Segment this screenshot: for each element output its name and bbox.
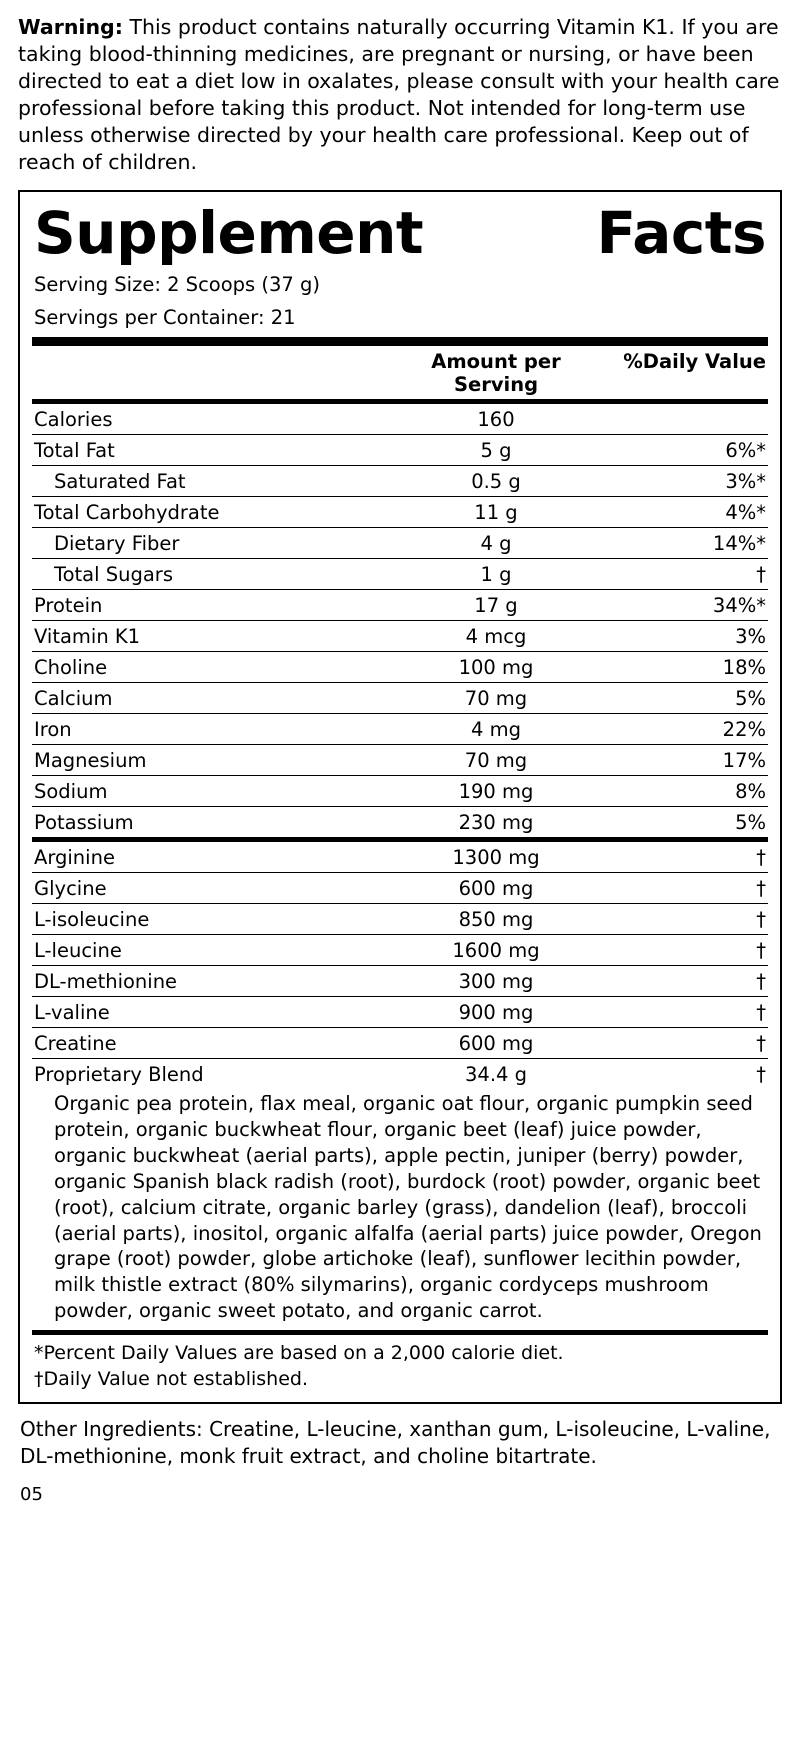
amino-dv: †	[601, 996, 768, 1027]
title-word-facts: Facts	[596, 199, 766, 268]
nutrient-dv: 34%*	[601, 589, 768, 620]
table-row	[32, 713, 768, 744]
nutrient-amount: 190 mg	[391, 775, 601, 806]
nutrition-table-body	[32, 346, 768, 399]
nutrient-amount: 0.5 g	[391, 465, 601, 496]
nutrient-amount: 1 g	[391, 558, 601, 589]
nutrient-amount: 4 g	[391, 527, 601, 558]
table-row	[32, 465, 768, 496]
nutrient-amount: 4 mcg	[391, 620, 601, 651]
table-row	[32, 651, 768, 682]
nutrient-name: Magnesium	[32, 744, 391, 775]
nutrient-name: Iron	[32, 713, 391, 744]
nutrient-name: Calcium	[32, 682, 391, 713]
table-row	[32, 558, 768, 589]
nutrient-name: Protein	[32, 589, 391, 620]
nutrient-dv: 3%	[601, 620, 768, 651]
nutrient-amount: 17 g	[391, 589, 601, 620]
nutrient-name: Sodium	[32, 775, 391, 806]
nutrient-amount: 70 mg	[391, 682, 601, 713]
blend-name: Proprietary Blend	[32, 1058, 391, 1089]
nutrient-amount: 70 mg	[391, 744, 601, 775]
nutrient-name: Vitamin K1	[32, 620, 391, 651]
nutrition-table	[32, 346, 768, 399]
nutrient-dv: 8%	[601, 775, 768, 806]
amino-amount: 1300 mg	[452, 845, 540, 869]
nutrient-dv: 4%*	[601, 496, 768, 527]
nutrient-dv: 18%	[601, 651, 768, 682]
page-number: 05	[20, 1483, 43, 1505]
title-word-supplement: Supplement	[34, 199, 424, 268]
amino-amount: 300 mg	[391, 965, 601, 996]
footnotes	[32, 1335, 768, 1394]
amino-acids-body	[32, 842, 768, 1089]
table-row	[32, 842, 768, 873]
serving-size: Serving Size: 2 Scoops (37 g)	[34, 273, 320, 297]
nutrient-amount: 4 mg	[391, 713, 601, 744]
table-row	[32, 965, 768, 996]
nutrient-name: Total Fat	[32, 434, 391, 465]
amino-dv: †	[601, 903, 768, 934]
blend-description: Organic pea protein, flax meal, organic oat flour, organic pumpkin seed protein, organic buckwheat flour, organic beet (leaf) juice powder, organic buckwheat (aerial parts), apple pectin, juniper (berry) powder, organic Spanish black radish (root), burdock (root) powder, organic beet (root), calcium citrate, organic barley (grass), dandelion (leaf), broccoli (aerial parts), inositol, organic alfalfa (aerial parts) juice powder, Oregon grape (root) powder, globe artichoke (leaf), sunflower lecithin powder, milk thistle extract (80% silymarins), organic cordyceps mushroom powder, organic sweet potato, and organic carrot.	[54, 1091, 762, 1323]
table-row	[32, 527, 768, 558]
nutrient-amount: 11 g	[391, 496, 601, 527]
footnote-percent-dv: *Percent Daily Values are based on a 2,000 calorie diet.	[34, 1342, 564, 1365]
amino-name: Creatine	[32, 1027, 391, 1058]
nutrient-dv: 5%	[601, 806, 768, 837]
nutrients-body	[32, 404, 768, 837]
warning-text: This product contains naturally occurring Vitamin K1. If you are taking blood-thinning medicines, are pregnant or nursing, or have been directed to eat a diet low in oxalates, please consult with your health care professional before taking this product. Not intended for long-term use unless otherwise directed by your health care professional. Keep out of reach of children.	[18, 15, 780, 175]
amino-amount: 600 mg	[391, 1027, 601, 1058]
other-ingredients: Other Ingredients: Creatine, L-leucine, xanthan gum, L-isoleucine, L-valine, DL-methionine, monk fruit extract, and choline bitartrate.	[20, 1417, 771, 1469]
servings-per-container: Servings per Container: 21	[34, 305, 296, 329]
amino-name: Glycine	[32, 872, 391, 903]
warning-label: Warning:	[18, 15, 123, 39]
header-amount-per-serving: Amount per Serving	[431, 349, 561, 396]
amino-dv: †	[601, 934, 768, 965]
table-row	[32, 996, 768, 1027]
table-row	[32, 903, 768, 934]
table-row	[32, 934, 768, 965]
amino-amount: 850 mg	[391, 903, 601, 934]
nutrient-dv: †	[601, 558, 768, 589]
blend-amount: 34.4 g	[391, 1058, 601, 1089]
table-row	[32, 775, 768, 806]
amino-amount: 600 mg	[391, 872, 601, 903]
amino-amount: 900 mg	[391, 996, 601, 1027]
nutrient-dv: 3%*	[601, 465, 768, 496]
nutrient-dv: 14%*	[601, 527, 768, 558]
table-row	[32, 806, 768, 837]
table-row	[32, 682, 768, 713]
nutrient-dv: 17%	[601, 744, 768, 775]
nutrient-name: Calories	[34, 407, 113, 431]
amino-acids-table	[32, 842, 768, 1089]
warning-paragraph	[18, 14, 782, 176]
supplement-facts-panel	[18, 190, 782, 1404]
nutrient-name: Total Sugars	[32, 558, 391, 589]
nutrient-name: Potassium	[32, 806, 391, 837]
amino-dv: †	[601, 1027, 768, 1058]
table-row	[32, 434, 768, 465]
nutrient-dv: 5%	[601, 682, 768, 713]
nutrient-name: Choline	[32, 651, 391, 682]
nutrient-amount: 230 mg	[391, 806, 601, 837]
table-header-row	[32, 346, 768, 399]
table-row	[32, 589, 768, 620]
amino-name: DL-methionine	[32, 965, 391, 996]
table-row	[32, 1027, 768, 1058]
amino-amount: 1600 mg	[391, 934, 601, 965]
amino-name: L-valine	[32, 996, 391, 1027]
nutrient-name: Total Carbohydrate	[32, 496, 391, 527]
nutrient-dv: 22%	[601, 713, 768, 744]
table-row	[32, 404, 768, 435]
nutrient-dv	[601, 404, 768, 435]
table-row-proprietary-blend	[32, 1058, 768, 1089]
amino-dv: †	[601, 872, 768, 903]
divider-thick-top	[32, 337, 768, 346]
nutrient-amount: 160	[477, 407, 515, 431]
nutrient-amount: 100 mg	[391, 651, 601, 682]
blend-dv: †	[601, 1058, 768, 1089]
header-blank	[32, 346, 391, 399]
amino-name: L-leucine	[32, 934, 391, 965]
table-row	[32, 496, 768, 527]
table-row	[32, 744, 768, 775]
amino-name: Arginine	[34, 845, 115, 869]
header-daily-value: %Daily Value	[623, 349, 766, 373]
amino-dv: †	[601, 965, 768, 996]
amino-dv: †	[756, 845, 766, 869]
table-row	[32, 620, 768, 651]
nutrient-dv: 6%*	[601, 434, 768, 465]
table-row	[32, 872, 768, 903]
nutrient-amount: 5 g	[391, 434, 601, 465]
footnote-dagger: †Daily Value not established.	[34, 1367, 309, 1390]
nutrients-table	[32, 404, 768, 837]
amino-name: L-isoleucine	[32, 903, 391, 934]
nutrient-name: Dietary Fiber	[32, 527, 391, 558]
supplement-facts-title	[34, 199, 766, 268]
nutrient-name: Saturated Fat	[32, 465, 391, 496]
